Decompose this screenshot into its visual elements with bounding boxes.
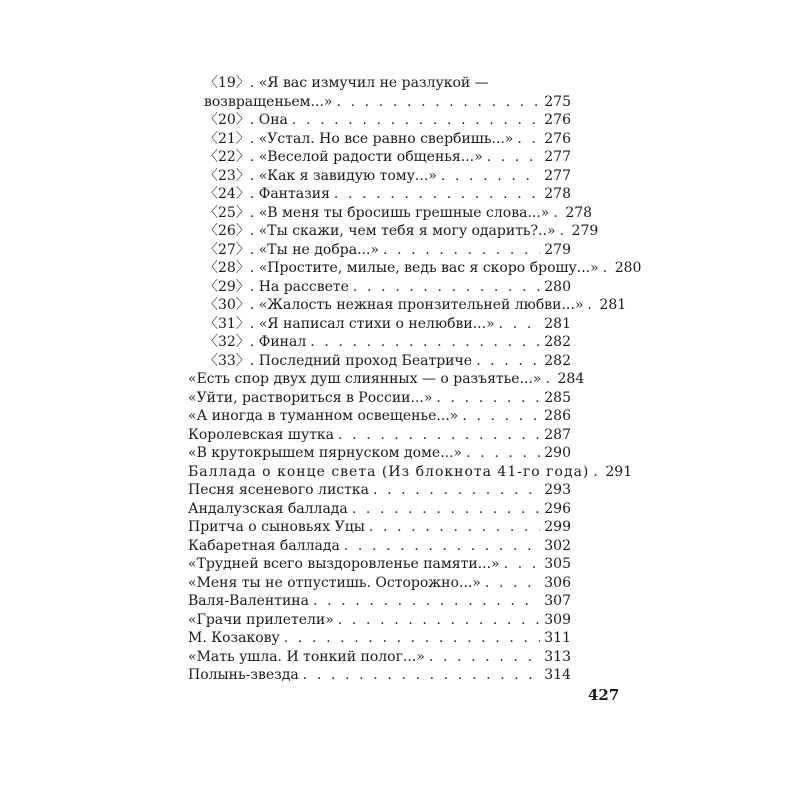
dot-leader [338, 611, 540, 630]
toc-entry-page: 282 [544, 352, 571, 369]
toc-entry-page: 279 [544, 241, 571, 258]
toc-entry-title: «Грачи прилетели» [188, 611, 334, 628]
toc-entry-page: 293 [544, 482, 571, 498]
toc-entry [188, 111, 571, 130]
toc-entry [188, 204, 593, 223]
dot-leader [462, 407, 540, 426]
toc-entry [188, 648, 571, 667]
toc-entry-title: 〈24〉. Фантазия [204, 186, 330, 202]
toc-entry-page: 296 [544, 500, 571, 517]
dot-leader [352, 500, 541, 519]
toc-entry-title: 〈27〉. «Ты не добра...» [204, 241, 379, 258]
toc-entry-title: М. Козакову [188, 630, 280, 646]
dot-leader [485, 574, 540, 593]
toc-entry-page: 276 [544, 130, 571, 147]
toc-entry [188, 370, 585, 389]
toc-entry [188, 518, 571, 537]
toc-entry-title: Андалузская баллада [188, 500, 348, 517]
dot-leader [587, 296, 595, 315]
toc-entry [188, 592, 571, 611]
dot-leader [383, 241, 540, 260]
dot-leader [546, 370, 554, 389]
dot-leader [504, 555, 541, 574]
toc-entry-title: 〈25〉. «В меня ты бросишь грешные слова...» [204, 204, 550, 221]
toc-entry-page: 302 [544, 537, 571, 554]
toc-entry-page: 278 [544, 186, 571, 202]
toc-entry-title: Кабаретная баллада [188, 537, 340, 554]
toc-entry-title: 〈29〉. На рассвете [204, 278, 349, 295]
dot-leader [436, 389, 540, 408]
toc-entry [188, 407, 571, 426]
dot-leader [303, 666, 541, 685]
toc-entry-title: «А иногда в туманном освещенье...» [188, 408, 459, 424]
toc-entry [188, 333, 571, 352]
toc-entry [188, 666, 571, 685]
toc-entry-page: 309 [544, 611, 571, 628]
toc-entry-title: Баллада о конце света (Из блокнота 41-го года) [188, 463, 590, 480]
toc-entry [188, 611, 571, 630]
toc-entry [188, 185, 571, 204]
toc-entry-page: 281 [544, 315, 571, 332]
toc-entry-title: 〈28〉. «Простите, милые, ведь вас я скоро брошу...» [204, 260, 599, 276]
toc-entry [188, 500, 571, 519]
dot-leader [310, 333, 540, 352]
toc-entry-page: 280 [614, 260, 642, 276]
toc-entry-page: 307 [544, 593, 571, 609]
toc-entry [188, 241, 571, 260]
toc-entry-page: 275 [544, 93, 571, 110]
toc-entry [188, 167, 571, 186]
dot-leader [603, 259, 611, 278]
toc-entry-page: 285 [544, 389, 571, 406]
toc-entry-page: 277 [544, 149, 571, 165]
dot-leader [336, 93, 540, 112]
toc-entry [188, 74, 571, 93]
toc-entry-title: Валя-Валентина [188, 593, 309, 609]
toc-entry-title: 〈19〉. «Я вас измучил не разлукой — [204, 75, 489, 91]
toc-entry-page: 286 [544, 408, 571, 424]
toc-entry [188, 555, 571, 574]
toc-entry-title: 〈22〉. «Веселой радости общенья...» [204, 149, 483, 165]
toc-entry-title: 〈30〉. «Жалость нежная пронзительней любви...» [204, 297, 584, 313]
toc-entry-title: Притча о сыновьях Уцы [188, 519, 365, 535]
dot-leader [313, 592, 540, 611]
toc-entry-title: Песня ясеневого листка [188, 482, 369, 498]
toc-entry-page: 314 [544, 667, 571, 683]
toc-entry [188, 389, 571, 408]
dot-leader [466, 444, 540, 463]
dot-leader [373, 481, 540, 500]
toc-entry-page: 305 [544, 556, 571, 572]
dot-leader [560, 222, 568, 241]
toc-entry-title: 〈20〉. Она [204, 112, 288, 128]
dot-leader [517, 130, 540, 149]
dot-leader [429, 648, 540, 667]
toc-entry-title: Полынь-звезда [188, 667, 299, 683]
toc-entry-title: «Меня ты не отпустишь. Осторожно...» [188, 574, 481, 591]
toc-entry-title: «Мать ушла. И тонкий полог...» [188, 648, 425, 665]
toc-entry [188, 278, 571, 297]
toc-entry-page: 290 [544, 445, 571, 461]
toc-entry-page: 287 [544, 426, 571, 443]
dot-leader [334, 185, 540, 204]
dot-leader [441, 167, 540, 186]
toc-entry [188, 426, 571, 445]
toc-entry [188, 463, 633, 482]
toc-entry-title: «В крутокрышем пярнуском доме...» [188, 445, 463, 461]
toc-entry [188, 315, 571, 334]
toc-entry-title: 〈31〉. «Я написал стихи о нелюбви...» [204, 315, 495, 332]
dot-leader [292, 111, 540, 130]
dot-leader [487, 148, 541, 167]
toc-entry [188, 629, 571, 648]
dot-leader [284, 629, 540, 648]
toc-entry-page: 277 [544, 167, 571, 184]
page-number: 427 [588, 686, 620, 704]
table-of-contents [188, 74, 642, 685]
toc-entry-title: «Есть спор двух душ слиянных — о разъятье...» [188, 371, 542, 387]
toc-entry-title: «Уйти, раствориться в России...» [188, 389, 433, 406]
toc-entry-page: 313 [544, 648, 571, 665]
toc-entry [188, 296, 627, 315]
dot-leader [476, 352, 540, 371]
dot-leader [553, 204, 561, 223]
dot-leader [499, 315, 541, 334]
toc-entry-page: 280 [544, 278, 571, 295]
toc-entry-page: 299 [544, 519, 571, 535]
toc-entry-page: 282 [544, 334, 571, 350]
dot-leader [344, 537, 540, 556]
toc-entry-page: 306 [544, 574, 571, 591]
toc-entry [188, 481, 571, 500]
toc-entry [188, 574, 571, 593]
toc-entry-title: 〈21〉. «Устал. Но все равно свербишь...» [204, 130, 514, 147]
toc-entry-page: 311 [544, 630, 571, 646]
toc-entry [188, 148, 571, 167]
toc-entry [188, 352, 571, 371]
toc-entry-page: 276 [544, 112, 571, 128]
toc-entry [188, 537, 571, 556]
toc-entry-page: 278 [565, 204, 593, 221]
toc-entry-page: 291 [605, 463, 633, 480]
toc-entry-title: 〈32〉. Финал [204, 334, 307, 350]
toc-entry-title: «Трудней всего выздоровленье памяти...» [188, 556, 500, 572]
dot-leader [369, 518, 540, 537]
toc-entry [188, 259, 642, 278]
toc-entry-page: 284 [557, 371, 585, 387]
toc-entry [188, 222, 599, 241]
dot-leader [353, 278, 540, 297]
dot-leader [593, 463, 601, 482]
toc-entry-page: 279 [571, 223, 599, 239]
toc-entry-title: Королевская шутка [188, 426, 335, 443]
dot-leader [338, 426, 540, 445]
toc-entry-title: 〈23〉. «Как я завидую тому...» [204, 167, 437, 184]
toc-entry-title: возвращеньем...» [204, 93, 333, 110]
toc-entry-title: 〈26〉. «Ты скажи, чем тебя я могу одарить?..» [204, 223, 556, 239]
toc-entry [188, 93, 571, 112]
toc-entry-title: 〈33〉. Последний проход Беатриче [204, 352, 473, 369]
toc-entry [188, 130, 571, 149]
toc-entry-page: 281 [599, 297, 627, 313]
toc-entry [188, 444, 571, 463]
